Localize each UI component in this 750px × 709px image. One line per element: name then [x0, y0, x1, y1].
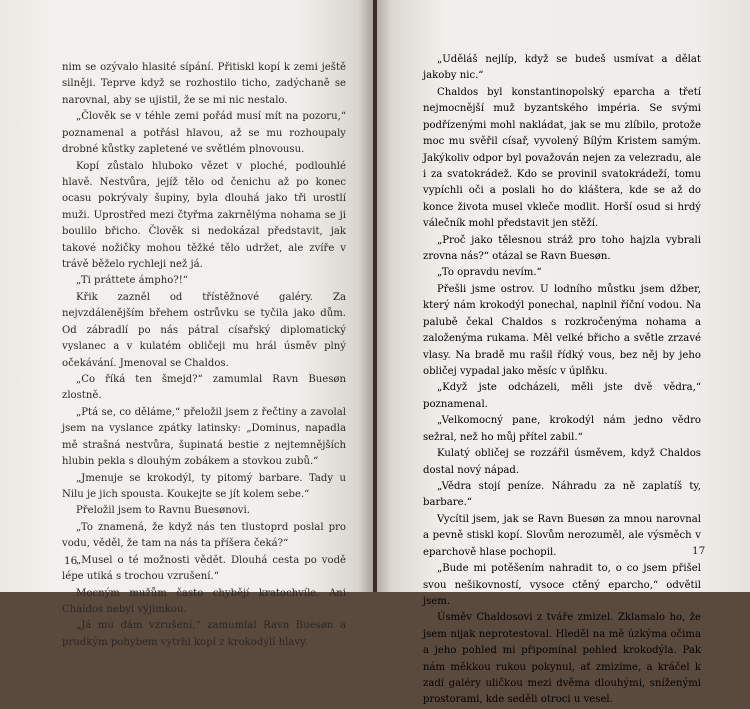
- paragraph: Úsměv Chaldosovi z tváře zmizel. Zklamalo ho, že jsem nijak neprotestoval. Hleděl na mě úzkýma očima a jeho pohled mi připomínal pohled krokodýla. Pak nám měkkou rukou pokynul, ať zmizíme, a kráčel k zadí galéry uličkou mezi dvěma dlouhými, sníženými prostorami, kde seděli otroci u vesel.: [423, 612, 701, 706]
- left-page-text: [62, 60, 346, 651]
- paragraph: Kulatý obličej se rozzářil úsměvem, když Chaldos dostal nový nápad.: [423, 448, 701, 476]
- paragraph: Chaldos byl konstantinopolský eparcha a třetí nejmocnější muž byzantského impéria. Se svými podřízenými mohl nakládat, jak se mu zlíbilo, protože moc mu svěřil císař, vyvolený Bílým Kristem samým. Jakýkoliv odpor byl považován nejen za velezradu, ale i za svatokrádež. Kdo se provinil svatokrádeží, tomu vypíchli oči a poslali ho do kláštera, kde se až do konce života musel vkleče modlit. Horší osud si hrdý válečník mohl představit jen stěží.: [423, 86, 701, 230]
- paragraph: „Ptá se, co děláme,“ přeložil jsem z řečtiny a zavolal jsem na vyslance zpátky latinsky: „Dominus, napadla mě strašná nestvůra, šupinatá bestie z nejtemnějších hlubin pekla s dlouhým zobákem a stovkou zubů.“: [62, 406, 346, 468]
- paragraph: „To znamená, že když nás ten tlustoprd poslal pro vodu, věděl, že tam na nás ta příšera čeká?“: [62, 521, 346, 550]
- paragraph: nim se ozývalo hlasité sípání. Přitiskl kopí k zemi ještě silněji. Teprve když se rozhostilo ticho, zadýchaně se narovnal, aby se ujistil, že se mi nic nestalo.: [62, 62, 346, 106]
- paragraph: „Bude mi potěšením nahradit to, o co jsem přišel svou nešikovností, vysoce ctěný eparcho,“ odvětil jsem.: [423, 563, 701, 607]
- paragraph: Mocným mužům často chybějí kratochvíle. Ani Chaldos nebyl výjimkou.: [62, 587, 346, 615]
- paragraph: Přešli jsme ostrov. U lodního můstku jsem džber, který nám krokodýl ponechal, naplnil říční vodou. Na palubě čekal Chaldos s rozkročenýma nohama a založenýma rukama. Měl velké břicho a světle zrzavé vlasy. Na bradě mu rašil řídký vous, bez něj by jeho obličej vypadal jako měsíc v úplňku.: [423, 283, 701, 378]
- page-number-left: 16: [64, 555, 78, 567]
- paragraph: Vycítil jsem, jak se Ravn Buesøn za mnou narovnal a pevně stiskl kopí. Slovům nerozuměl, ale výsměch v eparchově hlase pochopil.: [423, 513, 701, 558]
- paragraph: „Co říká ten šmejd?“ zamumlal Ravn Buesøn zlostně.: [62, 374, 346, 402]
- paragraph: „Já mu dám vzrušení,“ zamumlal Ravn Buesøn a prudkým pohybem vytrhl kopí z krokodýlí hlavy.: [62, 620, 346, 648]
- paragraph: „Proč jako tělesnou stráž pro toho hajzla vybrali zrovna nás?“ otázal se Ravn Buesøn.: [423, 234, 701, 263]
- paragraph: Přeložil jsem to Ravnu Buesønovi.: [76, 505, 250, 517]
- right-page-text: [423, 52, 701, 709]
- paragraph: „To opravdu nevím.“: [437, 267, 542, 279]
- paragraph: „Vědra stojí peníze. Náhradu za ně zaplatíš ty, barbare.“: [423, 480, 701, 509]
- paragraph: „Musel o té možnosti vědět. Dlouhá cesta po vodě lépe utiká s trochou vzrušení.“: [62, 554, 346, 583]
- paragraph: „Ti práttete ámpho?!“: [76, 275, 188, 287]
- paragraph: Kopí zůstalo hluboko vězet v ploché, podlouhlé hlavě. Nestvůra, jejíž tělo od čenichu až po konec ocasu pokrývaly šupiny, byla dlouhá jako tři urostlí muži. Uprostřed mezi čtyřma zakrnělýma nohama se ji boulilo břicho. Člověk si nedokázal představit, jak takové nožičky mohou těžké tělo udržet, ale zvíře v trávě běželo rychleji než já.: [62, 160, 346, 271]
- paragraph: „Velkomocný pane, krokodýl nám jedno vědro sežral, než ho můj přítel zabil.“: [423, 415, 701, 443]
- left-page: [0, 0, 373, 648]
- paragraph: „Uděláš nejlíp, když se budeš usmívat a dělat jakoby nic.“: [423, 54, 701, 82]
- paragraph: „Člověk se v téhle zemi pořád musí mít na pozoru,“ poznamenal a potřásl hlavou, až se mu rozhoupaly drobné kůstky zapletené ve světlém plnovousu.: [62, 111, 346, 156]
- paragraph: „Když jste odcházeli, měli jste dvě vědra,“ poznamenal.: [423, 382, 701, 410]
- paragraph: „Jmenuje se krokodýl, ty pitomý barbare. Tady u Nilu je jich spousta. Koukejte se jít kolem sebe.“: [62, 472, 346, 500]
- paragraph: Křik zazněl od třístěžnové galéry. Za nejvzdálenějším břehem ostrůvku se tyčila jako dům. Od zábradlí po nás pátral císařský diplomatický vyslanec a v kulatém obličeji mu hrál úsměv plný očekávání. Jmenoval se Chaldos.: [62, 291, 346, 369]
- page-number-right: 17: [692, 545, 706, 557]
